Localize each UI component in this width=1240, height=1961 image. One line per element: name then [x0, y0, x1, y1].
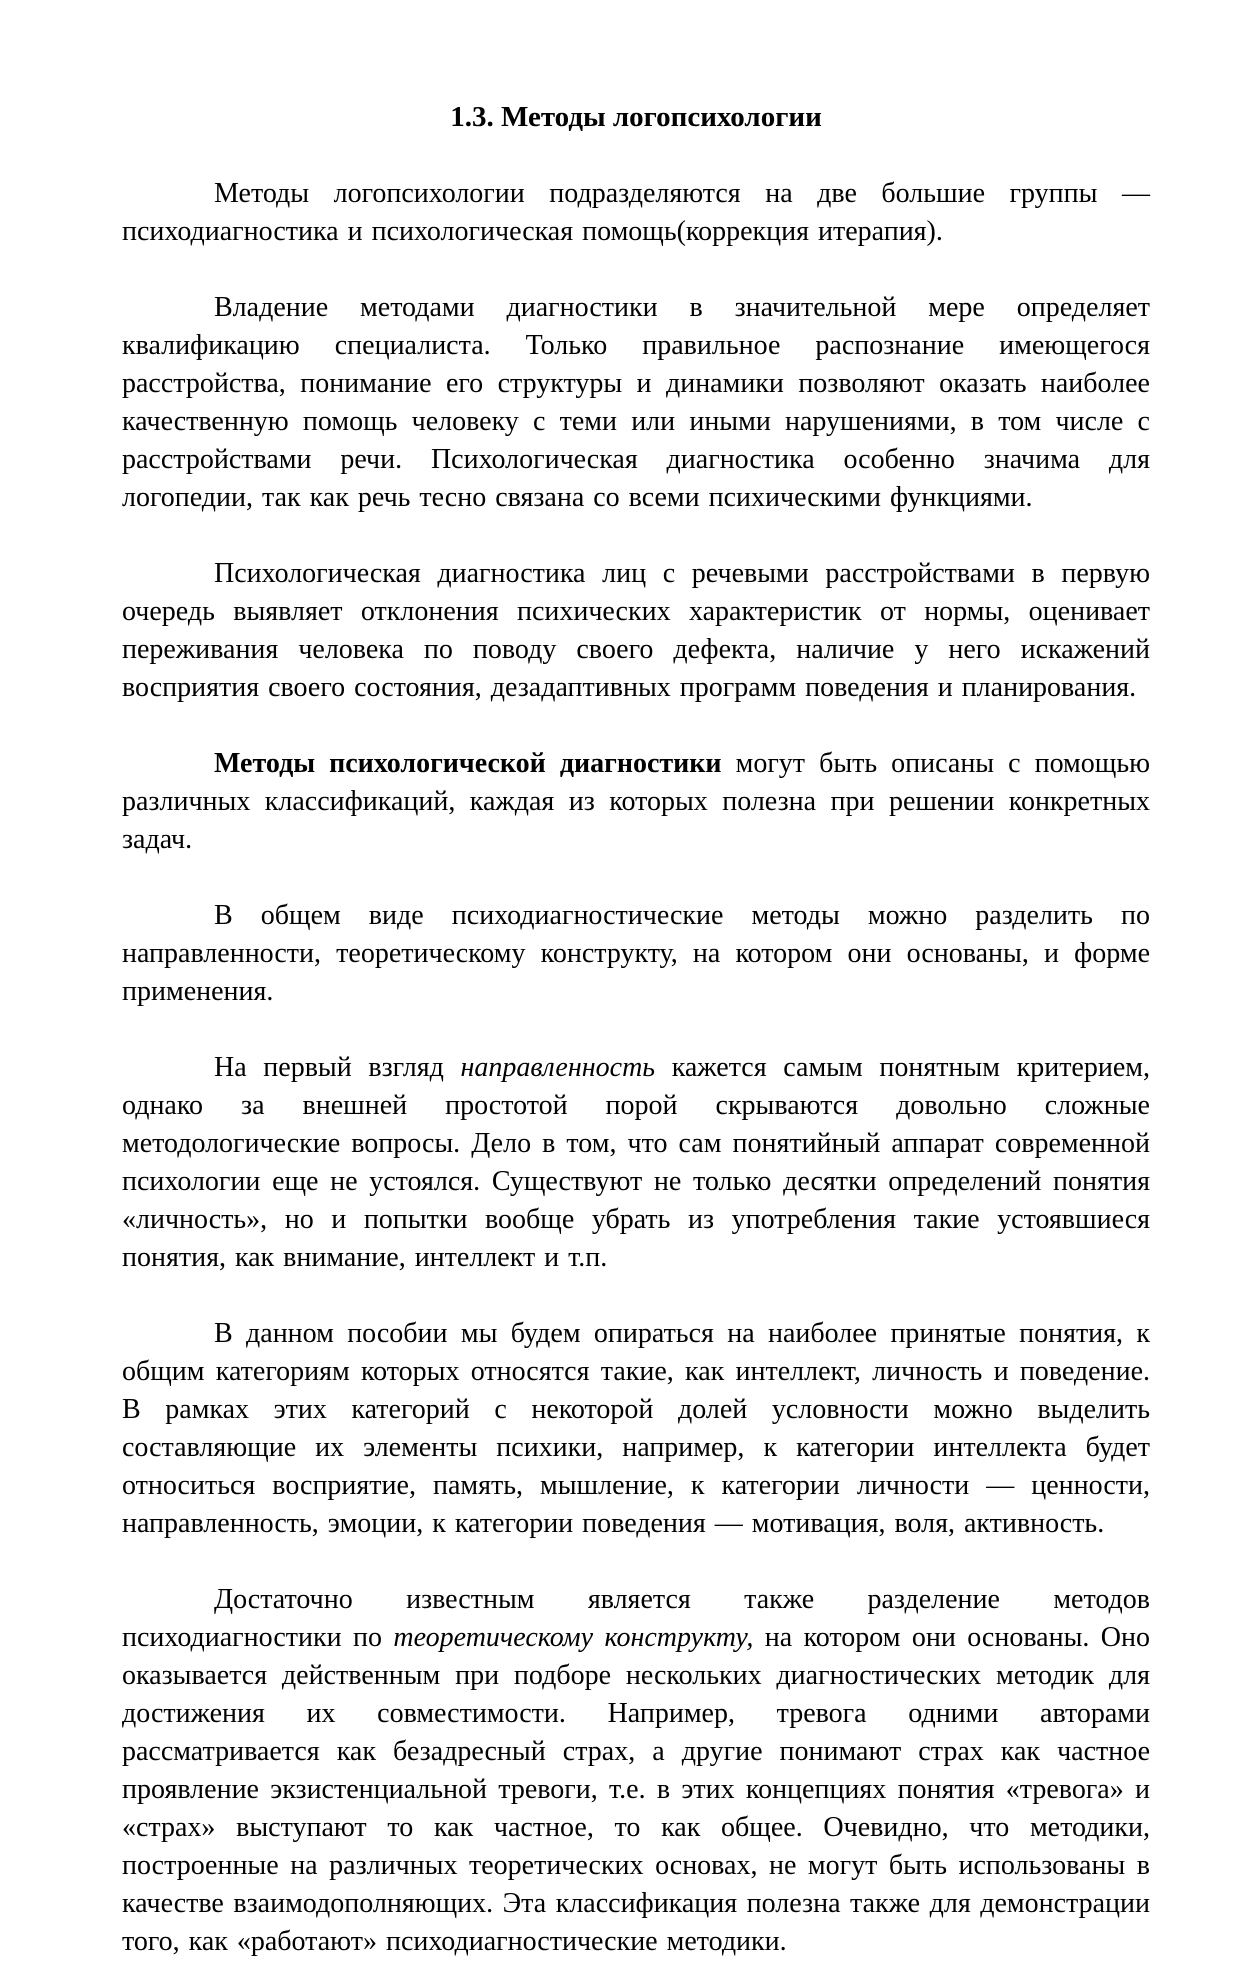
paragraph-text: В данном пособии мы будем опираться на наиболее принятые понятия, к общим категориям которых относятся такие, как интеллект, личность и поведение. В рамках этих категорий с некоторой долей условности можно выделить составляющие их элементы психики, например, к категории интеллекта будет относиться восприятие, память, мышление, к категории личности — ценности, направленность, эмоции, к категории поведения — мотивация, воля, активность.: [122, 1318, 1150, 1539]
paragraph-text: Психологическая диагностика лиц с речевыми расстройствами в первую очередь выявляет отклонения психических характеристик от нормы, оценивает переживания человека по поводу своего дефекта, наличие у него искажений восприятия своего состояния, дезадаптивных программ поведения и планирования.: [122, 558, 1150, 703]
paragraph-text: Владение методами диагностики в значительной мере определяет квалификацию специалиста. Только правильное распознание имеющегося расстройства, понимание его структуры и динамики позволяют оказать наиболее качественную помощь человеку с теми или иными нарушениями, в том числе с расстройствами речи. Психологическая диагностика особенно значима для логопедии, так как речь тесно связана со всеми психическими функциями.: [122, 292, 1150, 513]
paragraph-bold-lead: Методы психологической диагностики: [214, 748, 722, 779]
paragraph-text: На первый взгляд: [214, 1052, 461, 1083]
section-title: 1.3. Методы логопсихологии: [450, 101, 822, 133]
paragraph: [122, 1581, 1150, 1961]
paragraph: [122, 555, 1150, 707]
paragraph: [122, 1049, 1150, 1277]
paragraph-text: на котором они основаны. Оно оказывается действенным при подборе нескольких диагностических методик для достижения их совместимости. Например, тревога одними авторами рассматривается как безадресный страх, а другие понимают страх как частное проявление экзистенциальной тревоги, т.е. в этих концепциях понятия «тревога» и «страх» выступают то как частное, то как общее. Очевидно, что методики, построенные на различных теоретических основах, не могут быть использованы в качестве взаимодополняющих. Эта классификация полезна также для демонстрации того, как «работают» психодиагностические методики.: [122, 1622, 1150, 1957]
paragraph-text: Методы логопсихологии подразделяются на две большие группы — психодиагностика и психологическая помощь(коррекция итерапия).: [122, 178, 1150, 247]
paragraph-italic-term: направленность: [460, 1052, 656, 1083]
paragraph-italic-term: теоретическому конструкту,: [393, 1622, 754, 1653]
paragraph-text: могут быть описаны с помощью различных классификаций, каждая из которых полезна при решении конкретных задач.: [122, 748, 1151, 855]
paragraph-text: кажется самым понятным критерием, однако за внешней простотой порой скрываются довольно сложные методологические вопросы. Дело в том, что сам понятийный аппарат современной психологии еще не устоялся. Существуют не только десятки определений понятия «личность», но и попытки вообще убрать из употребления такие устоявшиеся понятия, как внимание, интеллект и т.п.: [122, 1052, 1150, 1273]
paragraph-text: Достаточно известным является также разделение методов психодиагностики по: [122, 1584, 1150, 1653]
paragraph: [122, 745, 1150, 859]
paragraph: [122, 897, 1150, 1011]
paragraph: [122, 175, 1150, 251]
paragraph-text: В общем виде психодиагностические методы можно разделить по направленности, теоретическому конструкту, на котором они основаны, и форме применения.: [122, 900, 1150, 1007]
paragraph: [122, 1315, 1150, 1543]
paragraph: [122, 289, 1150, 517]
